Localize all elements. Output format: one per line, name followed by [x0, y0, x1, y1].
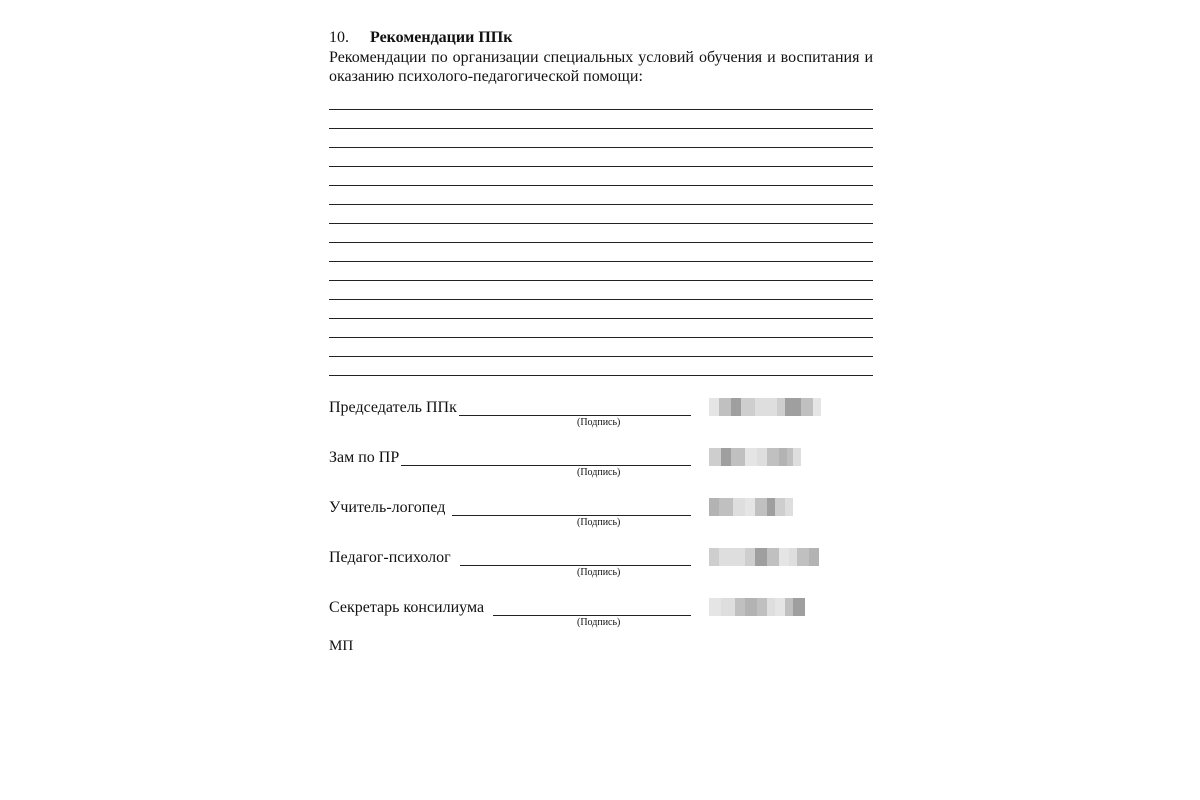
redaction-block: [745, 448, 757, 466]
redaction-block: [709, 498, 719, 516]
redaction-block: [793, 448, 801, 466]
signature-caption: (Подпись): [577, 617, 621, 628]
signature-row-secretary: [329, 598, 873, 648]
signature-line[interactable]: [493, 615, 691, 616]
redaction-block: [733, 498, 745, 516]
redaction-block: [731, 548, 745, 566]
redaction-block: [813, 398, 821, 416]
blank-line[interactable]: [329, 244, 873, 262]
redaction-block: [757, 448, 767, 466]
redaction-block: [719, 498, 733, 516]
blank-line[interactable]: [329, 339, 873, 357]
redaction-block: [731, 448, 745, 466]
redaction-block: [785, 398, 801, 416]
signature-caption: (Подпись): [577, 417, 621, 428]
signature-row-psychologist: [329, 548, 873, 598]
redacted-name: [709, 448, 801, 466]
redaction-block: [757, 598, 767, 616]
redaction-block: [785, 598, 793, 616]
signature-row-deputy: [329, 448, 873, 498]
signature-role: Секретарь консилиума: [329, 599, 485, 616]
redaction-block: [775, 498, 785, 516]
redaction-block: [767, 398, 777, 416]
blank-line[interactable]: [329, 358, 873, 376]
signature-caption: (Подпись): [577, 517, 621, 528]
redaction-block: [793, 598, 805, 616]
stamp-label: МП: [329, 638, 354, 654]
redaction-block: [745, 548, 755, 566]
signature-role: Зам по ПР: [329, 449, 400, 466]
blank-line[interactable]: [329, 282, 873, 300]
blank-line[interactable]: [329, 263, 873, 281]
redaction-block: [745, 498, 755, 516]
redaction-block: [809, 548, 819, 566]
signature-row-speech-therapist: [329, 498, 873, 548]
blank-line[interactable]: [329, 168, 873, 186]
section-title: Рекомендации ППк: [370, 29, 513, 46]
blank-line[interactable]: [329, 130, 873, 148]
redaction-block: [767, 548, 779, 566]
redaction-block: [731, 398, 741, 416]
redaction-block: [709, 398, 719, 416]
redaction-block: [755, 398, 767, 416]
section-heading: [329, 28, 873, 48]
blank-line[interactable]: [329, 187, 873, 205]
redaction-block: [755, 498, 767, 516]
redaction-block: [741, 398, 755, 416]
signature-role: Учитель-логопед: [329, 499, 446, 516]
signatures-block: [329, 398, 873, 648]
signature-caption: (Подпись): [577, 467, 621, 478]
redaction-block: [789, 548, 797, 566]
blank-line[interactable]: [329, 206, 873, 224]
redaction-block: [755, 548, 767, 566]
redaction-block: [797, 548, 809, 566]
redaction-block: [719, 548, 731, 566]
signature-role: Педагог-психолог: [329, 549, 451, 566]
redaction-block: [767, 448, 779, 466]
blank-line[interactable]: [329, 301, 873, 319]
document-page: [329, 28, 873, 654]
redaction-block: [767, 598, 775, 616]
blank-line[interactable]: [329, 225, 873, 243]
signature-line[interactable]: [401, 465, 691, 466]
signature-role: Председатель ППк: [329, 399, 457, 416]
redaction-block: [745, 598, 757, 616]
signature-row-chairman: [329, 398, 873, 448]
redacted-name: [709, 398, 821, 416]
redaction-block: [767, 498, 775, 516]
blank-line[interactable]: [329, 111, 873, 129]
redacted-name: [709, 598, 805, 616]
signature-line[interactable]: [452, 515, 691, 516]
section-number: 10.: [329, 29, 349, 46]
redaction-block: [775, 598, 785, 616]
redaction-block: [721, 448, 731, 466]
blank-line[interactable]: [329, 92, 873, 110]
section-intro: Рекомендации по организации специальных условий обучения и воспитания и оказанию психолого-педагогической помощи:: [329, 49, 873, 85]
blank-line[interactable]: [329, 320, 873, 338]
blank-line[interactable]: [329, 149, 873, 167]
redaction-block: [721, 598, 735, 616]
signature-caption: (Подпись): [577, 567, 621, 578]
redaction-block: [709, 448, 721, 466]
recommendation-blank-lines: [329, 92, 873, 376]
signature-line[interactable]: [459, 415, 691, 416]
redaction-block: [779, 448, 787, 466]
redaction-block: [777, 398, 785, 416]
redacted-name: [709, 548, 819, 566]
redaction-block: [735, 598, 745, 616]
redaction-block: [785, 498, 793, 516]
redaction-block: [719, 398, 731, 416]
redaction-block: [801, 398, 813, 416]
redaction-block: [709, 548, 719, 566]
redacted-name: [709, 498, 793, 516]
redaction-block: [779, 548, 789, 566]
signature-line[interactable]: [460, 565, 691, 566]
redaction-block: [709, 598, 721, 616]
